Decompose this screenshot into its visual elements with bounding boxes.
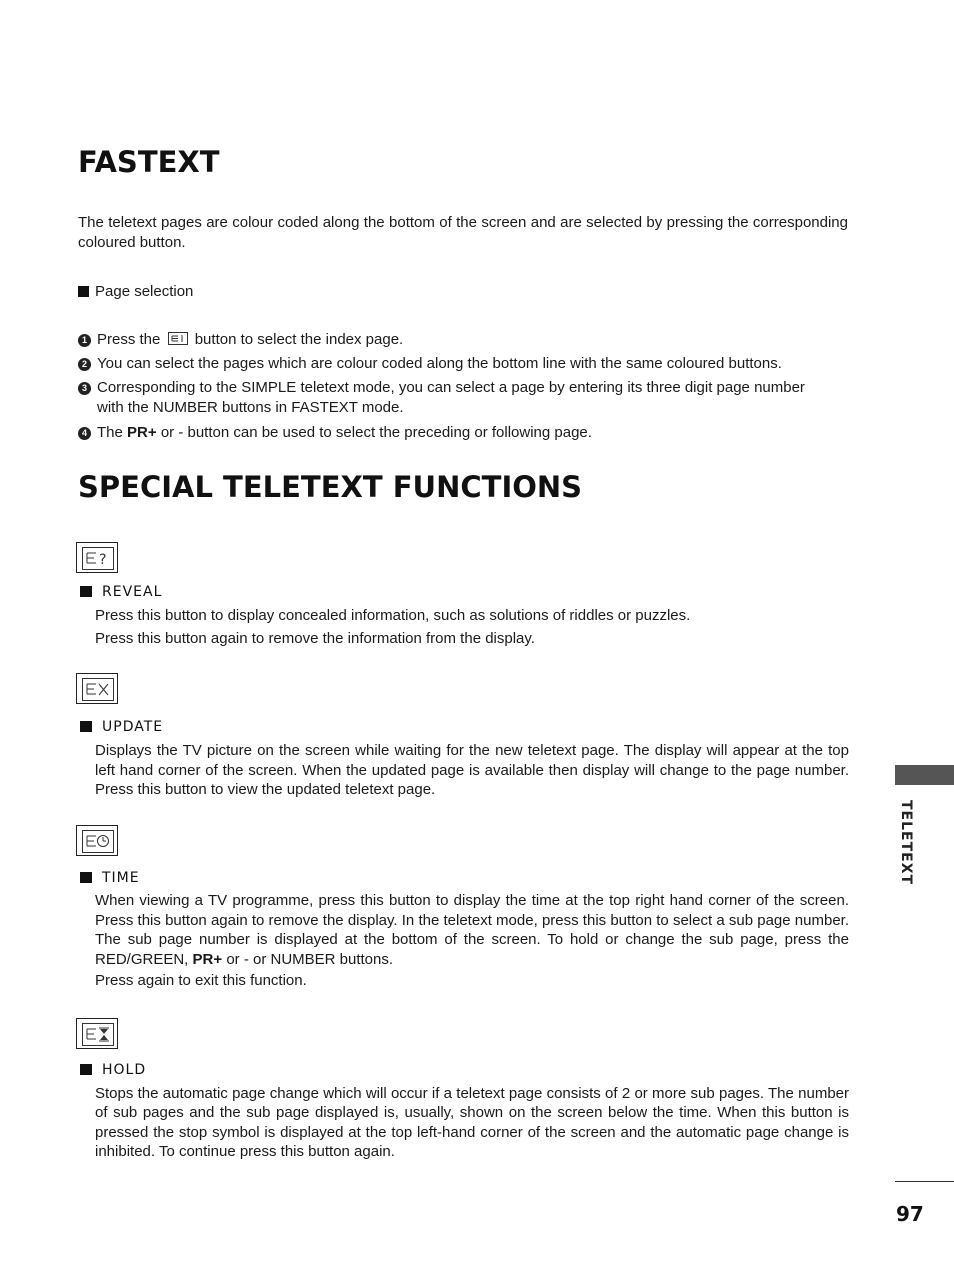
page-selection-text: Page selection [95, 283, 194, 300]
step-4-before: The [97, 424, 123, 441]
hold-button-icon [76, 1018, 118, 1049]
step-4-after: or - button can be used to select the preceding or following page. [160, 424, 592, 441]
update-heading [80, 719, 163, 735]
hold-heading [80, 1062, 146, 1078]
square-bullet-icon [80, 872, 92, 883]
reveal-line-2: Press this button again to remove the information from the display. [95, 630, 535, 647]
time-text-before: When viewing a TV programme, press this button to display the time at the top right hand corner of the screen. Press this button again to remove the display. In the teletext mode, press this button to select a sub page number. The sub page number is displayed at the bottom of the screen. To hold or change the sub page, press the RED/GREEN, [95, 892, 849, 968]
svg-text:?: ? [99, 552, 107, 568]
side-tab-label: TELETEXT [898, 800, 914, 886]
time-text [95, 891, 849, 969]
reveal-heading-text: REVEAL [102, 584, 163, 600]
hold-heading-text: HOLD [102, 1062, 147, 1078]
fastext-title: FASTEXT [78, 145, 220, 179]
fastext-intro: The teletext pages are colour coded along the bottom of the screen and are selected by pressing the corresponding coloured button. [78, 214, 848, 251]
time-text-bold: PR+ [192, 950, 223, 968]
square-bullet-icon [78, 286, 89, 297]
step-number-4: 4 [78, 427, 91, 440]
square-bullet-icon [80, 1064, 92, 1075]
update-button-icon [76, 673, 118, 704]
update-text: Displays the TV picture on the screen while waiting for the new teletext page. The display will appear at the top left hand corner of the screen. When the updated page is available then display will change to the page number. Press this button to view the updated teletext page. [95, 742, 849, 798]
square-bullet-icon [80, 586, 92, 597]
hold-text: Stops the automatic page change which will occur if a teletext page consists of 2 or more sub pages. The number of sub pages and the sub page displayed is, usually, shown on the screen below the time. When this button is pressed the stop symbol is displayed at the top left-hand corner of the screen and the automatic page change is inhibited. To continue press this button again. [95, 1085, 849, 1160]
reveal-line-1: Press this button to display concealed information, such as solutions of riddles or puzzles. [95, 607, 691, 624]
time-heading [80, 870, 140, 886]
page-number-rule [895, 1181, 954, 1182]
step-4-bold: PR+ [127, 424, 157, 441]
step-3-text: Corresponding to the SIMPLE teletext mode, you can select a page by entering its three digit page number with the NUMBER buttons in FASTEXT mode. [97, 379, 805, 416]
side-tab-bar [895, 765, 954, 785]
step-number-3: 3 [78, 382, 91, 395]
page-selection-label [78, 282, 193, 302]
special-title: SPECIAL TELETEXT FUNCTIONS [78, 470, 583, 504]
update-heading-text: UPDATE [102, 719, 164, 735]
step-2-text: You can select the pages which are colour coded along the bottom line with the same coloured buttons. [97, 355, 782, 372]
step-1-before: Press the [97, 331, 161, 348]
time-heading-text: TIME [102, 870, 140, 886]
time-exit: Press again to exit this function. [95, 972, 307, 989]
step-number-2: 2 [78, 358, 91, 371]
reveal-heading [80, 584, 162, 600]
reveal-button-icon [76, 542, 118, 573]
square-bullet-icon [80, 721, 92, 732]
index-button-icon [168, 332, 188, 345]
step-number-1: 1 [78, 334, 91, 347]
time-button-icon [76, 825, 118, 856]
page-number: 97 [896, 1202, 924, 1226]
step-1-after: button to select the index page. [194, 331, 404, 348]
time-text-after: or - or NUMBER buttons. [226, 950, 394, 968]
